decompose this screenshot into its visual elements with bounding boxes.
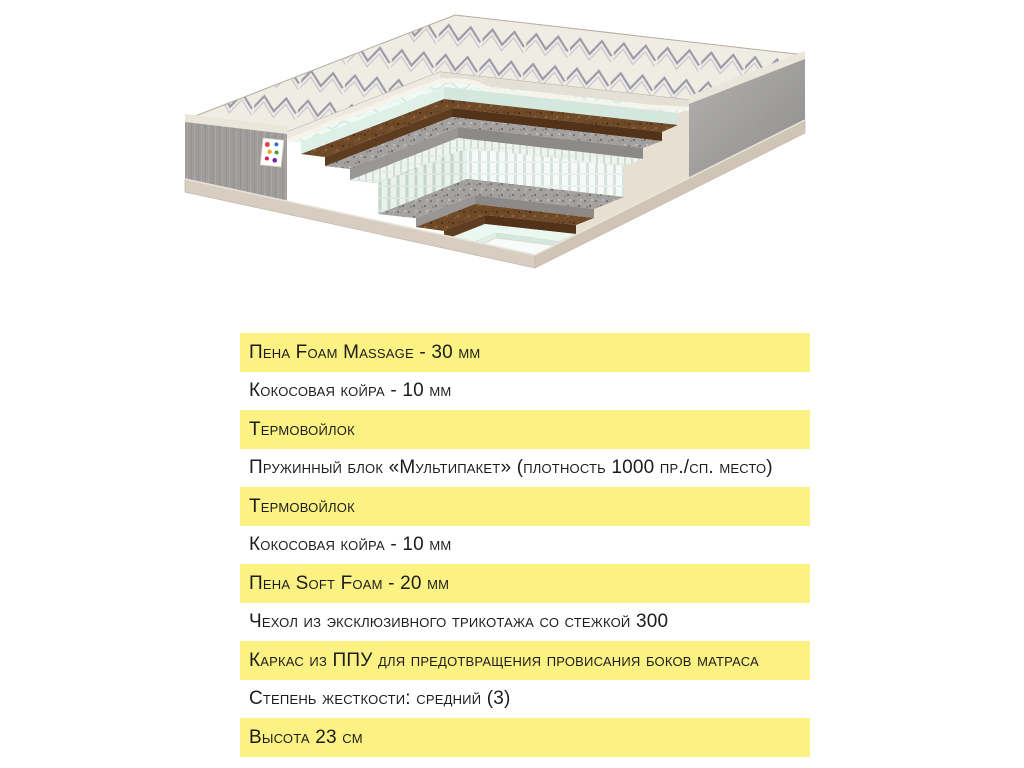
spec-row-coir-top: Кокосовая койра - 10 мм (240, 372, 810, 411)
mattress-cutaway-svg (0, 0, 1024, 330)
spec-row-cover: Чехол из эксклюзивного трикотажа со стежкой 300 (240, 603, 810, 642)
mattress-cutaway-illustration (0, 0, 1024, 330)
spec-row-spring-block: Пружинный блок «Мультипакет» (плотность 1000 пр./сп. место) (240, 449, 810, 488)
spec-row-felt-top: Термовойлок (240, 410, 810, 449)
spec-row-soft-foam: Пена Soft Foam - 20 мм (240, 564, 810, 603)
spec-row-foam-massage: Пена Foam Massage - 30 мм (240, 333, 810, 372)
spec-row-coir-bottom: Кокосовая койра - 10 мм (240, 526, 810, 565)
spec-table (240, 333, 810, 757)
spec-row-firmness: Степень жесткости: средний (3) (240, 680, 810, 719)
spec-row-height: Высота 23 см (240, 718, 810, 757)
spec-row-ppu-frame: Каркас из ППУ для предотвращения провисания боков матраса (240, 641, 810, 680)
spec-row-felt-bottom: Термовойлок (240, 487, 810, 526)
brand-label (260, 138, 284, 167)
